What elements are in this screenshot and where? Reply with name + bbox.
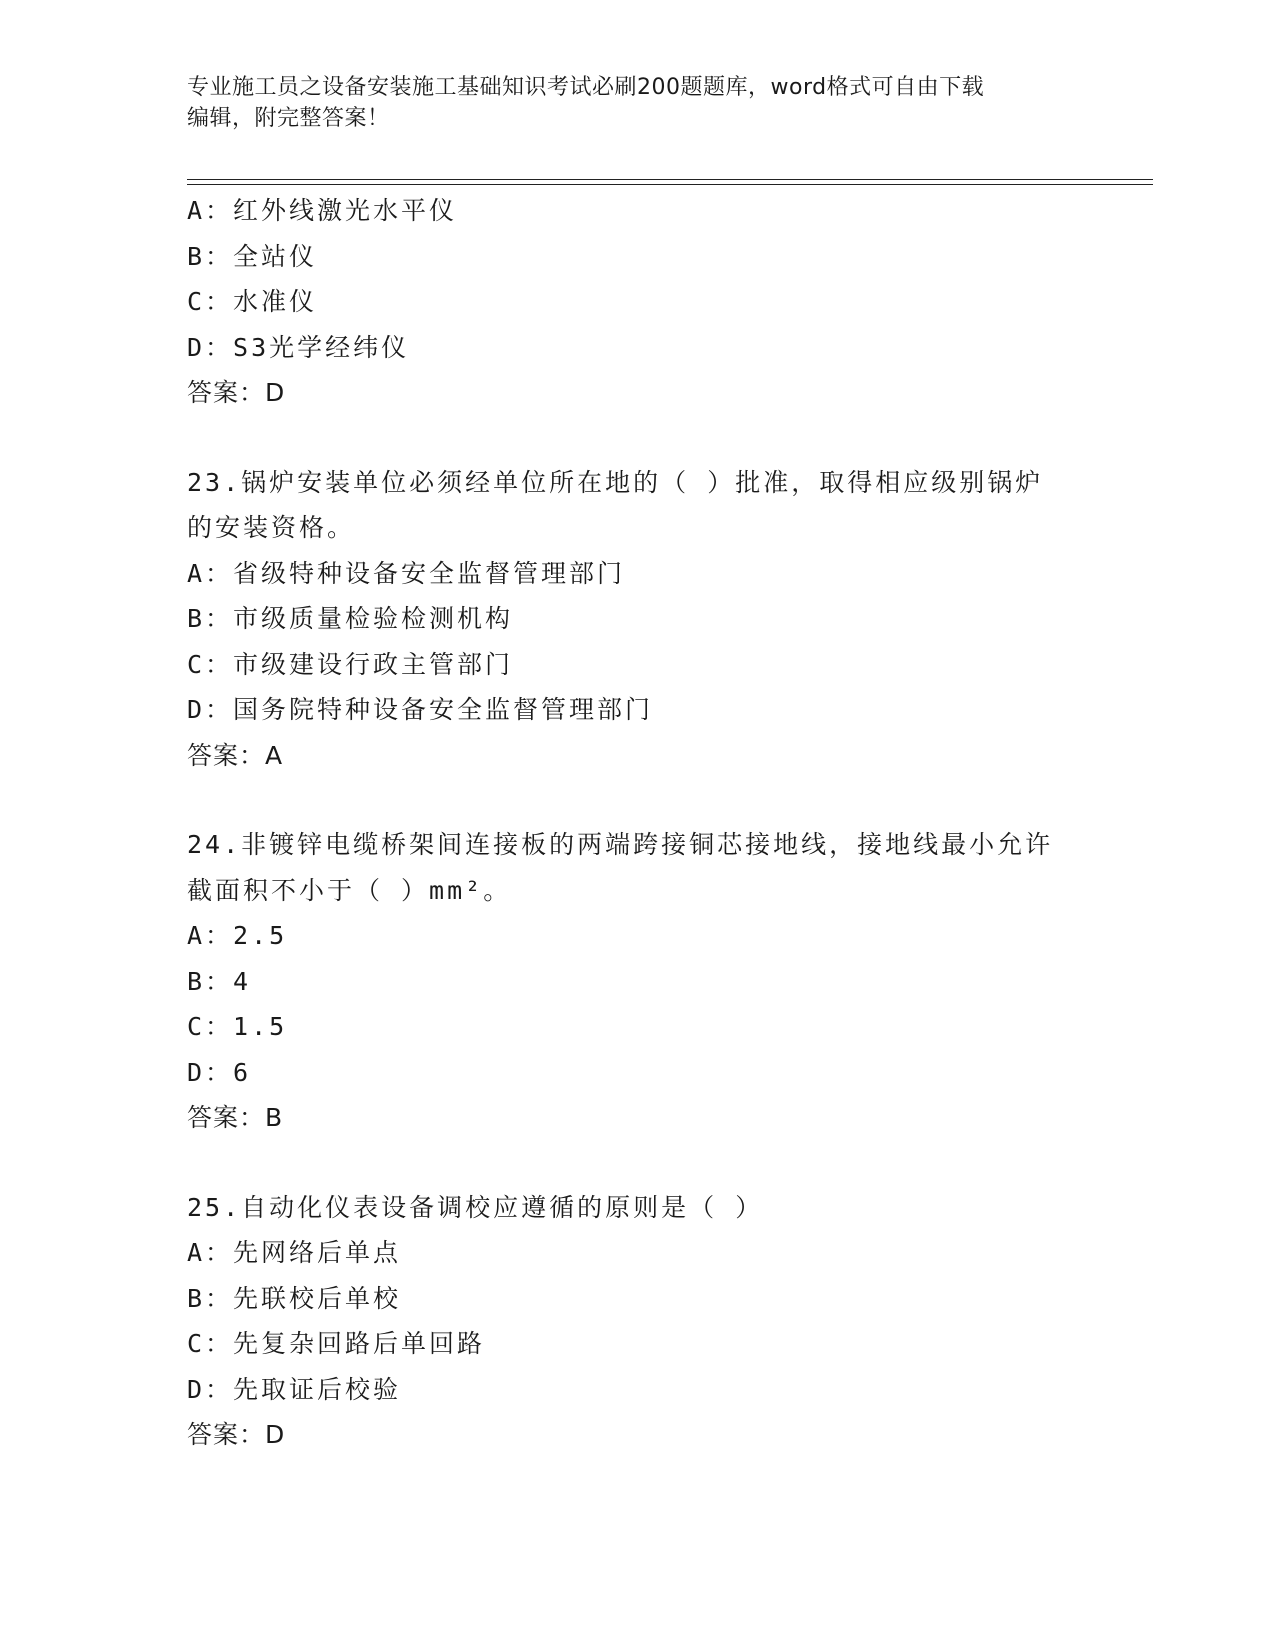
question-24-option-b: B：4 (187, 966, 252, 996)
question-25-option-d: D：先取证后校验 (187, 1374, 402, 1404)
question-25-option-a: A：先网络后单点 (187, 1238, 402, 1267)
question-22-option-c: C：水准仪 (187, 287, 318, 316)
question-25-block (187, 1185, 1087, 1458)
question-25-option-c: C：先复杂回路后单回路 (187, 1329, 486, 1358)
question-spacer (187, 778, 1087, 822)
question-24-answer: 答案：B (187, 1103, 284, 1132)
question-spacer (187, 416, 1087, 460)
question-23-option-b: B：市级质量检验检测机构 (187, 604, 514, 633)
question-23-text-line-2: 的安装资格。 (187, 513, 356, 542)
question-25-option-b: B：先联校后单校 (187, 1283, 402, 1313)
question-24-option-d: D：6 (187, 1057, 252, 1087)
document-header (187, 72, 1067, 134)
question-24-option-a: A：2.5 (187, 921, 288, 950)
question-25-text-line-1: 25.自动化仪表设备调校应遵循的原则是（ ） (187, 1192, 764, 1222)
question-23-option-c: C：市级建设行政主管部门 (187, 649, 514, 679)
question-24-option-c: C：1.5 (187, 1012, 288, 1041)
question-spacer (187, 1141, 1087, 1185)
header-title-line-2: 编辑，附完整答案！ (187, 106, 390, 131)
question-24-block (187, 822, 1087, 1141)
question-22-option-d: D：S3光学经纬仪 (187, 332, 410, 362)
question-24-text-line-2: 截面积不小于（ ）mm²。 (187, 875, 512, 905)
question-24-text-line-1: 24.非镀锌电缆桥架间连接板的两端跨接铜芯接地线，接地线最小允许 (187, 830, 1054, 859)
question-23-block (187, 460, 1087, 779)
question-23-answer: 答案：A (187, 740, 284, 770)
header-divider-top (187, 179, 1153, 180)
question-22-option-a: A：红外线激光水平仪 (187, 196, 458, 225)
question-22-answer: 答案：D (187, 378, 286, 407)
question-25-answer: 答案：D (187, 1420, 286, 1449)
header-divider-bottom (187, 184, 1153, 185)
question-list (187, 188, 1087, 1458)
header-title-line-1: 专业施工员之设备安装施工基础知识考试必刷200题题库，word格式可自由下载 (187, 75, 985, 100)
question-22-block (187, 188, 1087, 416)
question-23-option-a: A：省级特种设备安全监督管理部门 (187, 558, 626, 588)
question-23-option-d: D：国务院特种设备安全监督管理部门 (187, 695, 654, 724)
question-23-text-line-1: 23.锅炉安装单位必须经单位所在地的（ ）批准，取得相应级别锅炉 (187, 467, 1044, 497)
question-22-option-b: B：全站仪 (187, 241, 318, 271)
